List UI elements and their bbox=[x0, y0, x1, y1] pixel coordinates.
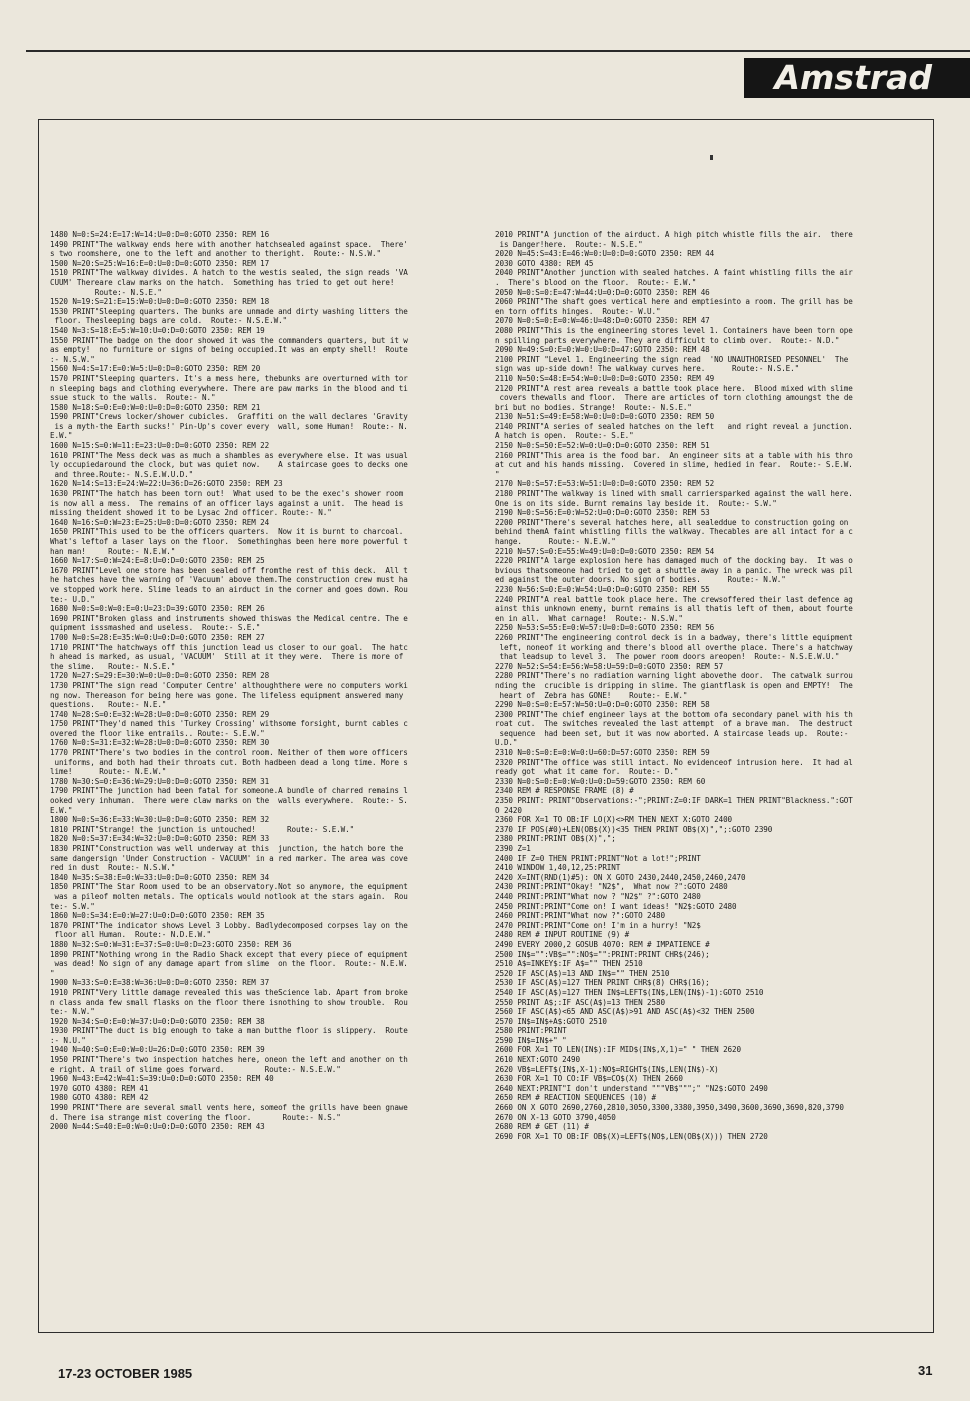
code-line: floor. Thesleeping bags are cold. Route:- N.S.E.W." bbox=[50, 316, 288, 326]
code-line: is Danger!here. Route:- N.S.E." bbox=[495, 239, 643, 249]
code-line: 1510 PRINT"The walkway divides. A hatch to the westis sealed, the sign reads 'VA bbox=[50, 268, 408, 278]
code-line: 1660 N=17:S=0:W=24:E=8:U=0:D=0:GOTO 2350: REM 25 bbox=[50, 556, 265, 566]
code-line: han man! Route:- N.E.W." bbox=[50, 546, 176, 556]
code-line: 2330 N=0:S=0:E=0:W=0:U=0:D=59:GOTO 2350: REM 60 bbox=[495, 776, 706, 786]
code-line: 2090 N=49:S=0:E=0:W=0:U=0:D=47:GOTO 2350: REM 48 bbox=[495, 345, 710, 355]
code-line: 2080 PRINT"This is the engineering stores level 1. Containers have been torn ope bbox=[495, 325, 853, 335]
code-line: 2050 N=0:S=0:E=47:W=44:U=0:D=0:GOTO 2350: REM 46 bbox=[495, 287, 710, 297]
listing-column-left bbox=[50, 230, 484, 1132]
code-line: 1820 N=0:S=37:E=34:W=32:U=0:D=0:GOTO 2350: REM 33 bbox=[50, 834, 270, 844]
code-line: 1760 N=0:S=31:E=32:W=28:U=0:D=0:GOTO 2350: REM 30 bbox=[50, 738, 270, 748]
code-line: floor all Human. Route:- N.D.E.W." bbox=[50, 930, 211, 940]
code-line: 1900 N=33:S=0:E=38:W=36:U=0:D=0:GOTO 2350: REM 37 bbox=[50, 978, 270, 988]
code-line: ed against the outer doors. No sign of bodies. Route:- N.W." bbox=[495, 575, 786, 585]
code-line: 2680 REM # GET (11) # bbox=[495, 1122, 589, 1132]
code-line: 2020 N=45:S=43:E=46:W=0:U=0:D=0:GOTO 2350: REM 44 bbox=[495, 249, 715, 259]
listing-frame bbox=[38, 119, 934, 1333]
code-line: U.D." bbox=[495, 738, 518, 748]
code-line: e right. A trail of slime goes forward. Route:- N.S.E.W." bbox=[50, 1064, 341, 1074]
code-line: 2370 IF POS(#0)+LEN(OB$(X))<35 THEN PRINT OB$(X)",";:GOTO 2390 bbox=[495, 824, 773, 834]
code-line: 2110 N=50:S=48:E=54:W=0:U=0:D=0:GOTO 2350: REM 49 bbox=[495, 373, 715, 383]
code-line: 1560 N=4:S=17:E=0:W=5:U=0:D=0:GOTO 2350: REM 20 bbox=[50, 364, 261, 374]
code-line: 1830 PRINT"Construction was well underway at this junction, the hatch bore the bbox=[50, 844, 404, 853]
code-line: 1630 PRINT"The hatch has been torn out! What used to be the exec's shower room bbox=[50, 489, 404, 499]
code-line: uniforms, and both had their throats cut. Both hadbeen dead a long time. More s bbox=[50, 757, 408, 767]
code-line: 1730 PRINT"The sign read 'Computer Centre' althoughthere were no computers worki bbox=[50, 680, 408, 690]
code-line: 2440 PRINT:PRINT"What now ? "N2$" ?":GOTO 2480 bbox=[495, 891, 701, 901]
code-line: 1590 PRINT"Crews locker/shower cubicles. Graffiti on the wall declares 'Gravity bbox=[50, 412, 408, 422]
code-line: 1580 N=18:S=0:E=0:W=0:U=0:D=0:GOTO 2350: REM 21 bbox=[50, 402, 261, 412]
code-line: 2380 PRINT:PRINT OB$(X)","; bbox=[495, 834, 616, 844]
code-line: A hatch is open. Route:- S.E." bbox=[495, 431, 634, 441]
header-rule bbox=[26, 50, 970, 52]
code-line: he hatches have the warning of 'Vacuum' above them.The construction crew must ha bbox=[50, 575, 408, 585]
code-line: 2060 PRINT"The shaft goes vertical here and emptiesinto a room. The grill has be bbox=[495, 297, 853, 307]
code-line: n sleeping bags and clothing everywhere. There are paw marks in the blood and ti bbox=[50, 383, 408, 393]
code-line: 1700 N=0:S=28:E=35:W=0:U=0:D=0:GOTO 2350: REM 27 bbox=[50, 632, 265, 642]
code-line: ainst this unknown enemy, burnt remains is all thatis left of them, about fourte bbox=[495, 604, 853, 614]
code-line: 1970 GOTO 4380: REM 41 bbox=[50, 1083, 149, 1093]
code-line: 1620 N=14:S=13:E=24:W=22:U=36:D=26:GOTO 2350: REM 23 bbox=[50, 479, 283, 489]
code-line: 2100 PRINT "Level 1. Engineering the sign read 'NO UNAUTHORISED PESONNEL' The bbox=[495, 354, 849, 364]
code-line: 1880 N=32:S=0:W=31:E=37:S=0:U=0:D=23:GOTO 2350: REM 36 bbox=[50, 939, 292, 949]
code-line: is now all a mess. The remains of an officer lays against a unit. The head is bbox=[50, 498, 404, 508]
code-line: 2590 IN$=IN$+" " bbox=[495, 1035, 567, 1045]
code-line: ly occupiedaround the clock, but was quiet now. A staircase goes to decks one bbox=[50, 460, 408, 470]
code-line: 2660 ON X GOTO 2690,2760,2810,3050,3300,3380,3950,3490,3600,3690,3690,820,3790 bbox=[495, 1103, 844, 1113]
code-line: and three.Route:- N.S.E.W.U.D." bbox=[50, 469, 194, 479]
code-line: 2170 N=0:S=57:E=53:W=51:U=0:D=0:GOTO 2350: REM 52 bbox=[495, 479, 715, 489]
code-line: 1720 N=27:S=29:E=30:W=0:U=0:D=0:GOTO 2350: REM 28 bbox=[50, 671, 270, 681]
code-line: 2360 FOR X=1 TO OB:IF LO(X)<>RM THEN NEXT X:GOTO 2400 bbox=[495, 815, 733, 825]
code-line: 1500 N=20:S=25:W=16:E=0:U=0:D=0:GOTO 2350: REM 17 bbox=[50, 258, 270, 268]
code-line: 1940 N=40:S=0:E=0:W=0:U=26:D=0:GOTO 2350: REM 39 bbox=[50, 1045, 265, 1055]
code-line: 2410 WINDOW 1,40,12,25:PRINT bbox=[495, 863, 621, 873]
code-line: :- N.U." bbox=[50, 1035, 86, 1045]
code-line: Route:- N.S.E." bbox=[50, 287, 162, 297]
code-line: that leadsup to level 3. The power room doors areopen! Route:- N.S.E.W.U." bbox=[495, 652, 840, 662]
code-line: 2230 N=56:S=0:E=0:W=54:U=0:D=0:GOTO 2350: REM 55 bbox=[495, 584, 710, 594]
code-line: ve stopped work here. Slime leads to an airduct in the corner and goes down. Rou bbox=[50, 584, 408, 594]
code-line: 2120 PRINT"A rest area reveals a battle took place here. Blood mixed with slime bbox=[495, 383, 853, 393]
code-line: bri but no bodies. Strange! Route:- N.S.E." bbox=[495, 402, 692, 412]
code-line: nding the crucible is dripping in slime. The giantflask is open and EMPTY! The bbox=[495, 680, 853, 690]
code-line: 1750 PRINT"They'd named this 'Turkey Crossing' withsome forsight, burnt cables c bbox=[50, 719, 408, 729]
code-line: 1890 PRINT"Nothing wrong in the Radio Shack except that every piece of equipment bbox=[50, 949, 408, 959]
code-line: 2070 N=0:S=0:E=0:W=46:U=48:D=0:GOTO 2350: REM 47 bbox=[495, 316, 710, 326]
code-line: 2390 Z=1 bbox=[495, 844, 531, 853]
code-line: questions. Route:- N.E." bbox=[50, 700, 167, 710]
code-line: 1840 N=35:S=38:E=0:W=33:U=0:D=0:GOTO 2350: REM 34 bbox=[50, 872, 270, 882]
code-line: 2500 IN$="":VB$="":NO$="":PRINT:PRINT CHR$(246); bbox=[495, 949, 710, 959]
code-line: 2340 REM # RESPONSE FRAME (8) # bbox=[495, 786, 634, 796]
code-line: 1610 PRINT"The Mess deck was as much a shambles as everywhere else. It was usual bbox=[50, 450, 408, 460]
code-line: sequence had been set, but it was now aborted. A staircase leads up. Route:- bbox=[495, 728, 849, 738]
code-line: 1680 N=0:S=0:W=0:E=0:U=23:D=39:GOTO 2350: REM 26 bbox=[50, 604, 265, 614]
code-line: 2190 N=0:S=56:E=0:W=52:U=0:D=0:GOTO 2350: REM 53 bbox=[495, 508, 710, 518]
code-line: 2670 ON X-13 GOTO 3790,4050 bbox=[495, 1112, 616, 1122]
code-line: 2180 PRINT"The walkway is lined with small carriersparked against the wall here. bbox=[495, 489, 853, 499]
code-line: 1870 PRINT"The indicator shows Level 3 Lobby. Badlydecomposed corpses lay on the bbox=[50, 920, 408, 930]
code-line: behind themA faint whistling fills the walkway. Thecables are all intact for a c bbox=[495, 527, 853, 537]
code-line: covers thewalls and floor. There are articles of torn clothing amoungst the de bbox=[495, 393, 853, 403]
code-line: " bbox=[50, 968, 55, 978]
code-line: the slime. Route:- N.S.E." bbox=[50, 661, 176, 671]
code-line: 1570 PRINT"Sleeping quarters. It's a mess here, thebunks are overturned with tor bbox=[50, 373, 408, 383]
code-line: 2010 PRINT"A junction of the airduct. A high pitch whistle fills the air. there bbox=[495, 230, 853, 239]
listing-column-right bbox=[495, 230, 923, 1141]
code-line: 2510 A$=INKEY$:IF A$="" THEN 2510 bbox=[495, 959, 643, 969]
code-line: 2240 PRINT"A real battle took place here. The crewsoffered their last defence ag bbox=[495, 594, 853, 604]
code-line: 2690 FOR X=1 TO OB:IF OB$(X)=LEFT$(NO$,LEN(OB$(X))) THEN 2720 bbox=[495, 1131, 768, 1141]
code-line: as empty! no furniture or signs of being occupied.It was an empty shell! Route bbox=[50, 345, 408, 355]
code-line: 2220 PRINT"A large explosion here has damaged much of the docking bay. It was o bbox=[495, 556, 853, 566]
code-line: 2650 REM # REACTION SEQUENCES (10) # bbox=[495, 1093, 656, 1103]
code-line: was a pileof molten metals. The opticals would notlook at the stars again. Rou bbox=[50, 891, 408, 901]
code-line: 1960 N=43:E=42:W=41:S=39:U=0:D=0:GOTO 2350: REM 40 bbox=[50, 1074, 274, 1084]
code-line: 2350 PRINT: PRINT"Observations:-";PRINT:Z=0:IF DARK=1 THEN PRINT"Blackness.":GOT bbox=[495, 796, 853, 806]
code-line: 2210 N=57:S=0:E=55:W=49:U=0:D=0:GOTO 2350: REM 54 bbox=[495, 546, 715, 556]
code-line: quipment isssmashed and useless. Route:- S.E." bbox=[50, 623, 261, 633]
code-line: 1480 N=0:S=24:E=17:W=14:U=0:D=0:GOTO 2350: REM 16 bbox=[50, 230, 270, 239]
code-line: 2480 REM # INPUT ROUTINE (9) # bbox=[495, 930, 630, 940]
code-line: 1810 PRINT"Strange! the junction is untouched! Route:- S.E.W." bbox=[50, 824, 355, 834]
code-line: 2140 PRINT"A series of sealed hatches on the left and right reveal a junction. bbox=[495, 421, 853, 431]
code-line: 2400 IF Z=0 THEN PRINT:PRINT"Not a lot!";PRINT bbox=[495, 853, 701, 863]
code-line: 2300 PRINT"The chief engineer lays at the bottom ofa secondary panel with his th bbox=[495, 709, 853, 719]
code-line: 1540 N=3:S=18:E=5:W=10:U=0:D=0:GOTO 2350: REM 19 bbox=[50, 325, 265, 335]
code-line: same dangersign 'Under Construction - VACUUM' in a red marker. The area was cove bbox=[50, 853, 408, 863]
code-line: 2130 N=51:S=49:E=58:W=0:U=0:D=0:GOTO 2350: REM 50 bbox=[495, 412, 715, 422]
code-line: s two roomshere, one to the left and another to theright. Route:- N.S.W." bbox=[50, 249, 381, 259]
code-line: 1770 PRINT"There's two bodies in the control room. Neither of them wore officers bbox=[50, 748, 408, 758]
issue-date: 17-23 OCTOBER 1985 bbox=[58, 1366, 193, 1381]
code-line: 1740 N=28:S=0:E=32:W=28:U=0:D=0:GOTO 2350: REM 29 bbox=[50, 709, 270, 719]
code-line: E.W." bbox=[50, 805, 73, 815]
code-line: 1640 N=16:S=0:W=23:E=25:U=0:D=0:GOTO 2350: REM 24 bbox=[50, 517, 270, 527]
code-line: ooked very inhuman. There were claw marks on the walls everywhere. Route:- S. bbox=[50, 796, 408, 806]
code-line: overed the floor like entrails.. Route:- S.E.W." bbox=[50, 728, 265, 738]
code-line: lime! Route:- N.E.W." bbox=[50, 767, 167, 777]
code-line: 2450 PRINT:PRINT"Come on! I want ideas! "N2$:GOTO 2480 bbox=[495, 901, 737, 911]
code-line: 1980 GOTO 4380: REM 42 bbox=[50, 1093, 149, 1103]
code-line: 1850 PRINT"The Star Room used to be an observatory.Not so anymore, the equipment bbox=[50, 882, 408, 892]
code-line: O 2420 bbox=[495, 805, 522, 815]
code-line: :- N.S.W." bbox=[50, 354, 95, 364]
code-line: n class anda few small flasks on the floor there isnothing to show trouble. Rou bbox=[50, 997, 408, 1007]
code-line: 2520 IF ASC(A$)=13 AND IN$="" THEN 2510 bbox=[495, 968, 670, 978]
code-line: te:- U.D." bbox=[50, 594, 95, 604]
code-line: 2550 PRINT A$;:IF ASC(A$)=13 THEN 2580 bbox=[495, 997, 665, 1007]
code-line: 2000 N=44:S=40:E=0:W=0:U=0:D=0:GOTO 2350: REM 43 bbox=[50, 1122, 265, 1132]
code-line: . There's blood on the floor. Route:- E.W." bbox=[495, 277, 697, 287]
code-line: 2470 PRINT:PRINT"Come on! I'm in a hurry! "N2$ bbox=[495, 920, 701, 930]
section-banner: Amstrad bbox=[744, 58, 970, 98]
code-line: te:- S.W." bbox=[50, 901, 95, 911]
code-line: 1950 PRINT"There's two inspection hatches here, oneon the left and another on th bbox=[50, 1055, 408, 1065]
code-line: h ahead is marked, as usual, 'VACUUM' Still at it they were. There is more of bbox=[50, 652, 404, 662]
code-line: 1920 N=34:S=0:E=0:W=37:U=0:D=0:GOTO 2350: REM 38 bbox=[50, 1016, 265, 1026]
code-line: ready got what it came for. Route:- D." bbox=[495, 767, 679, 777]
code-line: 2600 FOR X=1 TO LEN(IN$):IF MID$(IN$,X,1)=" " THEN 2620 bbox=[495, 1045, 741, 1055]
code-line: te:- N.W." bbox=[50, 1007, 95, 1017]
code-line: 1520 N=19:S=21:E=15:W=0:U=0:D=0:GOTO 2350: REM 18 bbox=[50, 297, 270, 307]
code-line: 2320 PRINT"The office was still intact. No evidenceof intrusion here. It had al bbox=[495, 757, 853, 767]
code-line: 2620 VB$=LEFT$(IN$,X-1):NO$=RIGHT$(IN$,LEN(IN$)-X) bbox=[495, 1064, 719, 1074]
code-line: 1550 PRINT"The badge on the door showed it was the commanders quarters, but it w bbox=[50, 335, 408, 345]
code-line: 1930 PRINT"The duct is big enough to take a man butthe floor is slippery. Route bbox=[50, 1026, 408, 1036]
code-line: en in all. What carnage! Route:- N.S.W." bbox=[495, 613, 683, 623]
code-line: 2160 PRINT"This area is the food bar. An engineer sits at a table with his thro bbox=[495, 450, 853, 460]
code-line: E.W." bbox=[50, 431, 73, 441]
code-line: 1490 PRINT"The walkway ends here with another hatchsealed against space. There' bbox=[50, 239, 408, 249]
code-line: 2200 PRINT"There's several hatches here, all sealeddue to construction going on bbox=[495, 517, 849, 527]
code-line: was dead! No sign of any damage apart from slime on the floor. Route:- N.E.W. bbox=[50, 959, 408, 969]
code-line: ng now. Thereason for being here was gone. The lifeless equipment answered many bbox=[50, 690, 404, 700]
code-line: 1670 PRINT"Level one store has been sealed off fromthe rest of this deck. All t bbox=[50, 565, 408, 575]
code-line: heart of Zebra has GONE! Route:- E.W." bbox=[495, 690, 688, 700]
code-line: 2290 N=0:S=0:E=57:W=50:U=0:D=0:GOTO 2350: REM 58 bbox=[495, 700, 710, 710]
code-line: 2640 NEXT:PRINT"I don't understand """VB$""";" "N2$:GOTO 2490 bbox=[495, 1083, 768, 1093]
code-line: 1860 N=0:S=34:E=0:W=27:U=0:D=0:GOTO 2350: REM 35 bbox=[50, 911, 265, 921]
code-line: 2040 PRINT"Another junction with sealed hatches. A faint whistling fills the air bbox=[495, 268, 853, 278]
code-line: 2310 N=0:S=0:E=0:W=0:U=60:D=57:GOTO 2350: REM 59 bbox=[495, 748, 710, 758]
code-line: 2560 IF ASC(A$)<65 AND ASC(A$)>91 AND ASC(A$)<32 THEN 2500 bbox=[495, 1007, 755, 1017]
code-line: 2270 N=52:S=54:E=56:W=58:U=59:D=0:GOTO 2350: REM 57 bbox=[495, 661, 724, 671]
code-line: missing theident showed it to be Lysac 2nd officer. Route:- N." bbox=[50, 508, 332, 518]
code-line: is a myth-the Earth sucks!' Pin-Up's cover every wall, some Human! Route:- N. bbox=[50, 421, 408, 431]
code-line: 2280 PRINT"There's no radiation warning light abovethe door. The catwalk surrou bbox=[495, 671, 853, 681]
code-line: 1800 N=0:S=36:E=33:W=30:U=0:D=0:GOTO 2350: REM 32 bbox=[50, 815, 270, 825]
code-line: One is on its side. Burnt remains lay beside it. Route:- S.W." bbox=[495, 498, 777, 508]
code-line: bvious thatsomeone had tried to get a shuttle away in a panic. The wreck was pil bbox=[495, 565, 853, 575]
code-line: 1910 PRINT"Very little damage revealed this was theScience lab. Apart from broke bbox=[50, 987, 408, 997]
code-line: 2570 IN$=IN$+A$:GOTO 2510 bbox=[495, 1016, 607, 1026]
code-line: 2530 IF ASC(A$)=127 THEN PRINT CHR$(8) CHR$(16); bbox=[495, 978, 710, 988]
code-line: 2030 GOTO 4380: REM 45 bbox=[495, 258, 594, 268]
code-line: 2540 IF ASC(A$)=127 THEN IN$=LEFT$(IN$,LEN(IN$)-1):GOTO 2510 bbox=[495, 987, 764, 997]
code-line: 2460 PRINT:PRINT"What now ?":GOTO 2480 bbox=[495, 911, 665, 921]
code-line: 2580 PRINT:PRINT bbox=[495, 1026, 567, 1036]
code-line: 2490 EVERY 2000,2 GOSUB 4070: REM # IMPATIENCE # bbox=[495, 939, 710, 949]
print-mark bbox=[710, 155, 713, 160]
code-line: 2250 N=53:S=55:E=0:W=57:U=0:D=0:GOTO 2350: REM 56 bbox=[495, 623, 715, 633]
code-line: en torn offits hinges. Route:- W.U." bbox=[495, 306, 661, 316]
code-line: 1650 PRINT"This used to be the officers quarters. Now it is burnt to charcoal. bbox=[50, 527, 404, 537]
code-line: roat cut. The switches revealed the last attempt of a brave man. The destruct bbox=[495, 719, 853, 729]
page-number: 31 bbox=[918, 1363, 933, 1378]
code-line: 1530 PRINT"Sleeping quarters. The bunks are unmade and dirty washing litters the bbox=[50, 306, 408, 316]
code-line: 2420 X=INT(RND(1)#5): ON X GOTO 2430,2440,2450,2460,2470 bbox=[495, 872, 746, 882]
code-line: 2260 PRINT"The engineering control deck is in a badway, there's little equipment bbox=[495, 632, 853, 642]
code-line: 1710 PRINT"The hatchways off this junction lead us closer to our goal. The hatc bbox=[50, 642, 408, 652]
code-line: left, noneof it working and there's blood all overthe place. There's a hatchway bbox=[495, 642, 853, 652]
code-line: 1690 PRINT"Broken glass and instruments showed thiswas the Medical centre. The e bbox=[50, 613, 408, 623]
code-line: d. There isa strange mist covering the floor. Route:- N.S." bbox=[50, 1112, 341, 1122]
code-line: 2610 NEXT:GOTO 2490 bbox=[495, 1055, 580, 1065]
code-line: ssue stuck to the walls. Route:- N." bbox=[50, 393, 216, 403]
code-line: hange. Route:- N.E.W." bbox=[495, 537, 616, 546]
code-line: " bbox=[495, 469, 500, 479]
code-line: 2430 PRINT:PRINT"Okay! "N2$", What now ?":GOTO 2480 bbox=[495, 882, 728, 892]
code-line: What's leftof a laser lays on the floor. Somethinghas been here more powerful t bbox=[50, 537, 408, 546]
code-line: red in dust Route:- N.S.W." bbox=[50, 863, 176, 873]
code-line: 1990 PRINT"There are several small vents here, someof the grills have been gnawe bbox=[50, 1103, 408, 1113]
code-line: sign was up-side down! The walkway curves here. Route:- N.S.E." bbox=[495, 364, 800, 374]
code-line: at cut and his hands missing. Covered in slime, hedied in fear. Route:- S.E.W. bbox=[495, 460, 853, 470]
code-line: 1780 N=30:S=0:E=36:W=29:U=0:D=0:GOTO 2350: REM 31 bbox=[50, 776, 270, 786]
code-line: CUUM' Thereare claw marks on the hatch. Something has tried to get out here! bbox=[50, 277, 395, 287]
code-line: n spilling parts everywhere. They are difficult to climb over. Route:- N.D." bbox=[495, 335, 840, 345]
code-line: 1600 N=15:S=0:W=11:E=23:U=0:D=0:GOTO 2350: REM 22 bbox=[50, 441, 270, 451]
code-line: 2150 N=0:S=50:E=52:W=0:U=0:D=0:GOTO 2350: REM 51 bbox=[495, 441, 710, 451]
code-line: 2630 FOR X=1 TO CO:IF VB$=CO$(X) THEN 2660 bbox=[495, 1074, 683, 1084]
code-line: 1790 PRINT"The junction had been fatal for someone.A bundle of charred remains l bbox=[50, 786, 408, 796]
